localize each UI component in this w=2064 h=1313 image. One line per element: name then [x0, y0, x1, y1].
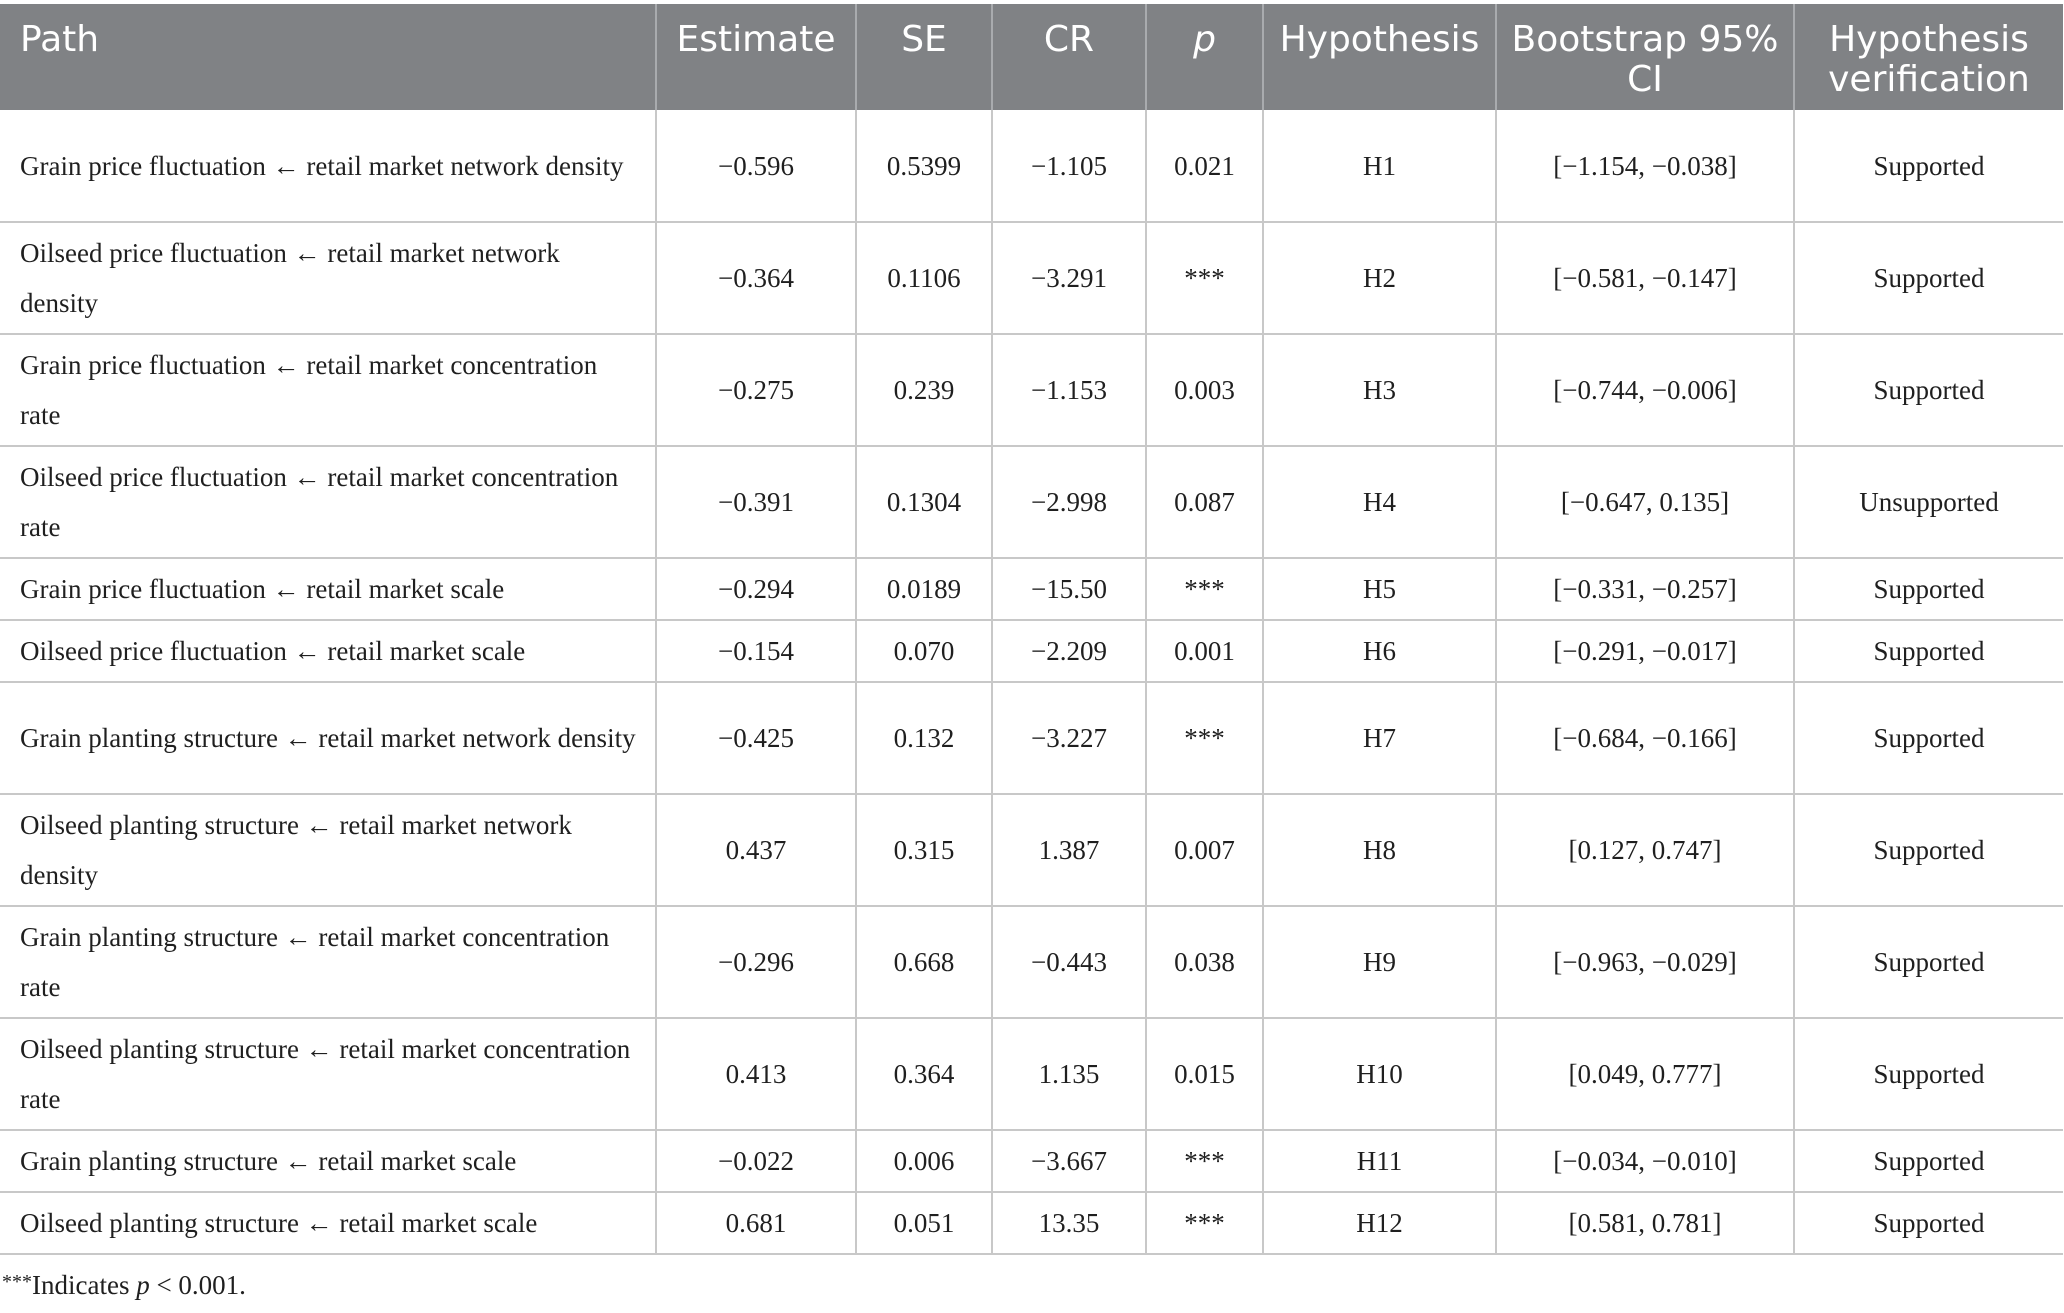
cell-p: 0.007 — [1146, 794, 1263, 906]
cell-cr: −1.105 — [992, 110, 1146, 222]
cell-bootstrap-ci: [−0.034, −0.010] — [1496, 1130, 1794, 1192]
cell-cr: −2.209 — [992, 620, 1146, 682]
cell-se: 0.315 — [856, 794, 992, 906]
cell-se: 0.132 — [856, 682, 992, 794]
cell-bootstrap-ci: [−0.581, −0.147] — [1496, 222, 1794, 334]
cell-estimate: 0.437 — [656, 794, 856, 906]
cell-hypothesis: H7 — [1263, 682, 1496, 794]
cell-path: Grain planting structure ← retail market scale — [0, 1130, 656, 1192]
cell-verification: Supported — [1794, 620, 2063, 682]
cell-bootstrap-ci: [−0.647, 0.135] — [1496, 446, 1794, 558]
cell-cr: −0.443 — [992, 906, 1146, 1018]
cell-hypothesis: H1 — [1263, 110, 1496, 222]
cell-hypothesis: H10 — [1263, 1018, 1496, 1130]
cell-p: *** — [1146, 222, 1263, 334]
table-row — [0, 906, 2063, 1018]
cell-bootstrap-ci: [0.581, 0.781] — [1496, 1192, 1794, 1254]
table-row — [0, 446, 2063, 558]
footnote-text-before: Indicates — [32, 1270, 137, 1300]
cell-verification: Supported — [1794, 1192, 2063, 1254]
header-estimate: Estimate — [656, 4, 856, 110]
cell-p: 0.038 — [1146, 906, 1263, 1018]
cell-estimate: −0.596 — [656, 110, 856, 222]
cell-verification: Supported — [1794, 334, 2063, 446]
cell-path: Oilseed planting structure ← retail market network density — [0, 794, 656, 906]
cell-path: Grain price fluctuation ← retail market concentration rate — [0, 334, 656, 446]
cell-p: *** — [1146, 1130, 1263, 1192]
cell-se: 0.070 — [856, 620, 992, 682]
cell-cr: 1.387 — [992, 794, 1146, 906]
cell-estimate: −0.391 — [656, 446, 856, 558]
table-row — [0, 794, 2063, 906]
table-body — [0, 110, 2063, 1254]
table-footnote — [2, 1270, 246, 1301]
cell-p: 0.021 — [1146, 110, 1263, 222]
cell-se: 0.5399 — [856, 110, 992, 222]
cell-se: 0.051 — [856, 1192, 992, 1254]
table-row — [0, 334, 2063, 446]
cell-hypothesis: H2 — [1263, 222, 1496, 334]
header-hypothesis: Hypothesis — [1263, 4, 1496, 110]
cell-cr: −3.227 — [992, 682, 1146, 794]
cell-bootstrap-ci: [−0.744, −0.006] — [1496, 334, 1794, 446]
table-row — [0, 110, 2063, 222]
results-table-container — [0, 4, 2064, 1255]
table-row — [0, 558, 2063, 620]
table-row — [0, 1018, 2063, 1130]
header-path: Path — [0, 4, 656, 110]
cell-verification: Supported — [1794, 682, 2063, 794]
cell-se: 0.006 — [856, 1130, 992, 1192]
cell-bootstrap-ci: [0.049, 0.777] — [1496, 1018, 1794, 1130]
cell-verification: Supported — [1794, 558, 2063, 620]
table-row — [0, 1192, 2063, 1254]
header-se: SE — [856, 4, 992, 110]
cell-cr: −2.998 — [992, 446, 1146, 558]
cell-path: Oilseed planting structure ← retail market scale — [0, 1192, 656, 1254]
cell-cr: −3.291 — [992, 222, 1146, 334]
cell-path: Oilseed planting structure ← retail market concentration rate — [0, 1018, 656, 1130]
cell-cr: 1.135 — [992, 1018, 1146, 1130]
cell-se: 0.668 — [856, 906, 992, 1018]
cell-bootstrap-ci: [−0.291, −0.017] — [1496, 620, 1794, 682]
cell-cr: −15.50 — [992, 558, 1146, 620]
cell-estimate: 0.413 — [656, 1018, 856, 1130]
cell-se: 0.0189 — [856, 558, 992, 620]
cell-bootstrap-ci: [−1.154, −0.038] — [1496, 110, 1794, 222]
cell-cr: −1.153 — [992, 334, 1146, 446]
footnote-marker: *** — [2, 1271, 32, 1293]
cell-path: Grain planting structure ← retail market concentration rate — [0, 906, 656, 1018]
cell-estimate: 0.681 — [656, 1192, 856, 1254]
cell-verification: Supported — [1794, 1130, 2063, 1192]
cell-estimate: −0.275 — [656, 334, 856, 446]
cell-hypothesis: H3 — [1263, 334, 1496, 446]
cell-verification: Supported — [1794, 110, 2063, 222]
header-bootstrap-ci: Bootstrap 95% CI — [1496, 4, 1794, 110]
cell-estimate: −0.364 — [656, 222, 856, 334]
cell-path: Oilseed price fluctuation ← retail market concentration rate — [0, 446, 656, 558]
cell-bootstrap-ci: [−0.963, −0.029] — [1496, 906, 1794, 1018]
table-row — [0, 222, 2063, 334]
cell-hypothesis: H4 — [1263, 446, 1496, 558]
header-cr: CR — [992, 4, 1146, 110]
path-analysis-table — [0, 4, 2063, 1255]
cell-estimate: −0.294 — [656, 558, 856, 620]
cell-p: *** — [1146, 558, 1263, 620]
cell-estimate: −0.296 — [656, 906, 856, 1018]
table-row — [0, 620, 2063, 682]
cell-hypothesis: H12 — [1263, 1192, 1496, 1254]
footnote-p-symbol: p — [136, 1270, 150, 1300]
cell-verification: Supported — [1794, 794, 2063, 906]
cell-p: *** — [1146, 682, 1263, 794]
cell-hypothesis: H9 — [1263, 906, 1496, 1018]
cell-path: Grain price fluctuation ← retail market scale — [0, 558, 656, 620]
cell-p: 0.087 — [1146, 446, 1263, 558]
cell-se: 0.364 — [856, 1018, 992, 1130]
cell-verification: Unsupported — [1794, 446, 2063, 558]
cell-path: Grain planting structure ← retail market network density — [0, 682, 656, 794]
header-p: p — [1146, 4, 1263, 110]
cell-path: Grain price fluctuation ← retail market network density — [0, 110, 656, 222]
cell-verification: Supported — [1794, 222, 2063, 334]
cell-se: 0.1304 — [856, 446, 992, 558]
cell-bootstrap-ci: [0.127, 0.747] — [1496, 794, 1794, 906]
footnote-text-after: < 0.001. — [149, 1270, 246, 1300]
cell-p: 0.001 — [1146, 620, 1263, 682]
cell-se: 0.1106 — [856, 222, 992, 334]
cell-verification: Supported — [1794, 1018, 2063, 1130]
header-hypothesis-verification: Hypothesis verification — [1794, 4, 2063, 110]
cell-cr: 13.35 — [992, 1192, 1146, 1254]
cell-p: *** — [1146, 1192, 1263, 1254]
cell-p: 0.003 — [1146, 334, 1263, 446]
cell-hypothesis: H5 — [1263, 558, 1496, 620]
cell-se: 0.239 — [856, 334, 992, 446]
cell-estimate: −0.154 — [656, 620, 856, 682]
cell-bootstrap-ci: [−0.684, −0.166] — [1496, 682, 1794, 794]
cell-estimate: −0.022 — [656, 1130, 856, 1192]
cell-p: 0.015 — [1146, 1018, 1263, 1130]
cell-hypothesis: H11 — [1263, 1130, 1496, 1192]
cell-path: Oilseed price fluctuation ← retail market scale — [0, 620, 656, 682]
table-header-row — [0, 4, 2063, 110]
cell-hypothesis: H8 — [1263, 794, 1496, 906]
cell-path: Oilseed price fluctuation ← retail market network density — [0, 222, 656, 334]
cell-bootstrap-ci: [−0.331, −0.257] — [1496, 558, 1794, 620]
table-row — [0, 1130, 2063, 1192]
table-row — [0, 682, 2063, 794]
cell-hypothesis: H6 — [1263, 620, 1496, 682]
cell-estimate: −0.425 — [656, 682, 856, 794]
cell-verification: Supported — [1794, 906, 2063, 1018]
cell-cr: −3.667 — [992, 1130, 1146, 1192]
